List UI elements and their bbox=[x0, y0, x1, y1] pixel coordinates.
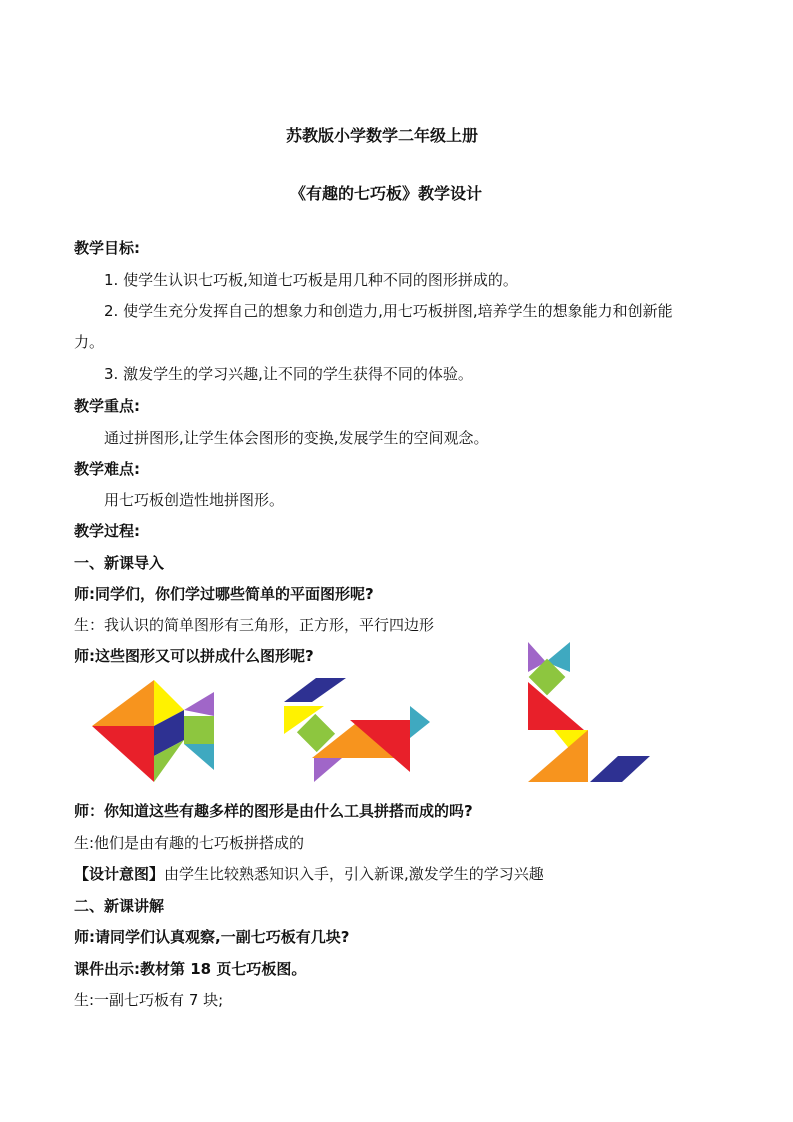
key-text: 通过拼图形,让学生体会图形的变换,发展学生的空间观念。 bbox=[104, 429, 489, 447]
cat-navy-parallelogram bbox=[590, 756, 650, 782]
dog-purple-triangle bbox=[314, 758, 342, 782]
goals-heading: 教学目标: bbox=[74, 239, 140, 257]
fish-green-square bbox=[184, 716, 214, 744]
fish-figure bbox=[90, 678, 220, 788]
dog-navy-parallelogram bbox=[284, 678, 346, 702]
page-title: 苏教版小学数学二年级上册 bbox=[286, 126, 479, 145]
goal-2-continued: 力。 bbox=[74, 333, 105, 351]
dog-figure bbox=[282, 676, 432, 786]
answer-4: 生:一副七巧板有 7 块; bbox=[74, 991, 224, 1009]
fish-red-triangle bbox=[92, 726, 154, 782]
key-heading: 教学重点: bbox=[74, 397, 140, 415]
goal-1: 1. 使学生认识七巧板,知道七巧板是用几种不同的图形拼成的。 bbox=[104, 271, 518, 289]
question-1: 师:同学们，你们学过哪些简单的平面图形呢? bbox=[74, 585, 374, 603]
answer-1: 生：我认识的简单图形有三角形，正方形，平行四边形 bbox=[74, 616, 435, 634]
part2-heading: 二、新课讲解 bbox=[74, 897, 165, 915]
goal-3: 3. 激发学生的学习兴趣,让不同的学生获得不同的体验。 bbox=[104, 365, 473, 383]
question-4: 师:请同学们认真观察,一副七巧板有几块? bbox=[74, 928, 350, 946]
design-intent-label: 【设计意图】 bbox=[74, 865, 165, 883]
difficulty-text: 用七巧板创造性地拼图形。 bbox=[104, 491, 285, 509]
part1-heading: 一、新课导入 bbox=[74, 554, 165, 572]
dog-teal-triangle bbox=[410, 706, 430, 738]
fish-teal-triangle bbox=[184, 744, 214, 770]
cat-red-triangle bbox=[528, 682, 584, 730]
fish-purple-triangle bbox=[184, 692, 214, 716]
question-2: 师:这些图形又可以拼成什么图形呢? bbox=[74, 647, 314, 665]
design-intent-text: 由学生比较熟悉知识入手，引入新课,激发学生的学习兴趣 bbox=[164, 865, 544, 883]
page-subtitle: 《有趣的七巧板》教学设计 bbox=[290, 184, 483, 203]
fish-orange-triangle bbox=[92, 680, 154, 726]
cat-figure bbox=[524, 640, 654, 785]
process-heading: 教学过程: bbox=[74, 522, 140, 540]
answer-3: 生:他们是由有趣的七巧板拼搭成的 bbox=[74, 834, 305, 852]
design-intent bbox=[74, 864, 544, 884]
goal-2: 2. 使学生充分发挥自己的想象力和创造力,用七巧板拼图,培养学生的想象能力和创新能 bbox=[104, 302, 673, 320]
courseware-note: 课件出示:教材第 18 页七巧板图。 bbox=[74, 960, 307, 978]
question-3: 师：你知道这些有趣多样的图形是由什么工具拼搭而成的吗? bbox=[74, 802, 473, 820]
difficulty-heading: 教学难点: bbox=[74, 460, 140, 478]
